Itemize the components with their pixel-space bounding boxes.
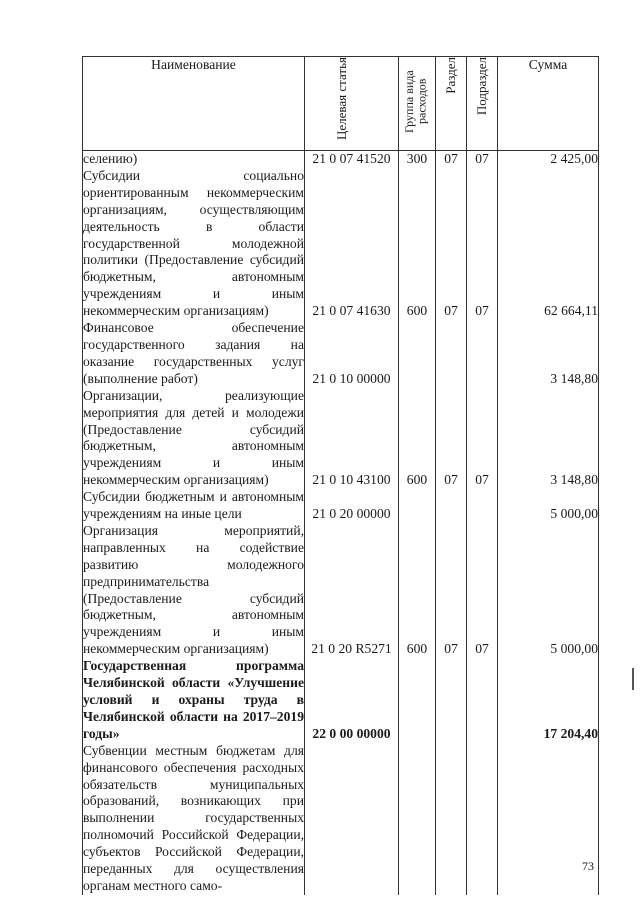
header-section: [436, 57, 467, 151]
row-target-item: 21 0 10 43100: [305, 388, 399, 489]
table-row: [83, 151, 599, 168]
row-target-item: 21 0 20 00000: [305, 489, 399, 523]
row-name: Организация мероприятий, направленных на содействие развитию молодежного предпринимательства (Предоставление субсидий бюджетным, автономным учреждениям и иным некоммерческим организациям): [83, 522, 304, 657]
row-name: селению): [83, 151, 305, 168]
row-expense-group: 600: [399, 168, 436, 320]
row-subsection: 07: [467, 523, 498, 658]
table-row: [83, 388, 599, 489]
row-target-item: 21 0 20 R5271: [305, 523, 399, 658]
row-name: Государственная программа Челябинской области «Улучшение условий и охраны труда в Челябинской области на 2017–2019 годы»: [83, 658, 304, 741]
row-target-item: 21 0 07 41630: [305, 168, 399, 320]
row-subsection: 07: [467, 168, 498, 320]
row-expense-group: 600: [399, 523, 436, 658]
table-row: [83, 168, 599, 320]
table-body: [83, 151, 599, 895]
row-name: Субвенции местным бюджетам для финансового обеспечения расходных обязательств муниципальных образований, возникающих при выполнении государственных полномочий Российской Федерации, субъектов Российской Федерации, переданных для осуществления органам местного само-: [83, 742, 304, 893]
header-subsection-label: Подраздел: [474, 57, 490, 116]
table-row: [83, 743, 599, 895]
margin-mark: [632, 668, 634, 690]
row-subsection: 07: [467, 388, 498, 489]
table-header: [83, 57, 599, 151]
header-expense-group: [399, 57, 436, 151]
row-name: Финансовое обеспечение государственного задания на оказание государственных услуг (выполнение работ): [83, 320, 304, 386]
row-amount: 3 148,80: [498, 388, 599, 489]
header-target-item: [305, 57, 399, 151]
row-section: [436, 320, 467, 388]
header-section-label: Раздел: [443, 57, 459, 94]
table-row: [83, 320, 599, 388]
row-amount: 62 664,11: [498, 168, 599, 320]
row-section: [436, 489, 467, 523]
row-amount: 5 000,00: [498, 523, 599, 658]
row-section: 07: [436, 151, 467, 168]
row-name: Субсидии социально ориентированным некоммерческим организациям, осуществляющим деятельность в области государственной молодежной политики (Предоставление субсидий бюджетным, автономным учреждениям и иным некоммерческим организациям): [83, 167, 304, 319]
row-expense-group: [399, 320, 436, 388]
row-subsection: [467, 658, 498, 743]
page-number: 73: [582, 859, 594, 873]
row-target-item: 22 0 00 00000: [305, 658, 399, 743]
row-section: 07: [436, 388, 467, 489]
row-section: [436, 658, 467, 743]
table-row: [83, 658, 599, 743]
row-expense-group: [399, 658, 436, 743]
row-subsection: 07: [467, 151, 498, 168]
header-subsection: [467, 57, 498, 151]
row-subsection: [467, 320, 498, 388]
header-name: Наименование: [83, 57, 305, 151]
budget-table: [82, 56, 599, 895]
row-subsection: [467, 743, 498, 895]
row-expense-group: 600: [399, 388, 436, 489]
table-row: [83, 489, 599, 523]
row-section: [436, 743, 467, 895]
table-row: [83, 523, 599, 658]
row-expense-group: [399, 743, 436, 895]
row-section: 07: [436, 168, 467, 320]
row-amount: 5 000,00: [498, 489, 599, 523]
row-target-item: 21 0 10 00000: [305, 320, 399, 388]
row-name: Организации, реализующие мероприятия для детей и молодежи (Предоставление субсидий бюджетным, автономным учреждениям и иным некоммерческим организациям): [83, 387, 304, 488]
row-target-item: [305, 743, 399, 895]
header-target-item-label: Целевая статья: [333, 57, 349, 141]
row-expense-group: 300: [399, 151, 436, 168]
header-expense-group-label: Группа вида расходов: [402, 70, 429, 133]
row-target-item: 21 0 07 41520: [305, 151, 399, 168]
row-expense-group: [399, 489, 436, 523]
header-amount: Сумма: [498, 57, 599, 151]
row-section: 07: [436, 523, 467, 658]
row-subsection: [467, 489, 498, 523]
row-name: Субсидии бюджетным и автономным учреждениям на иные цели: [83, 489, 304, 522]
row-amount: 2 425,00: [498, 151, 599, 168]
row-amount: 3 148,80: [498, 320, 599, 388]
row-amount: 17 204,40: [498, 658, 599, 743]
